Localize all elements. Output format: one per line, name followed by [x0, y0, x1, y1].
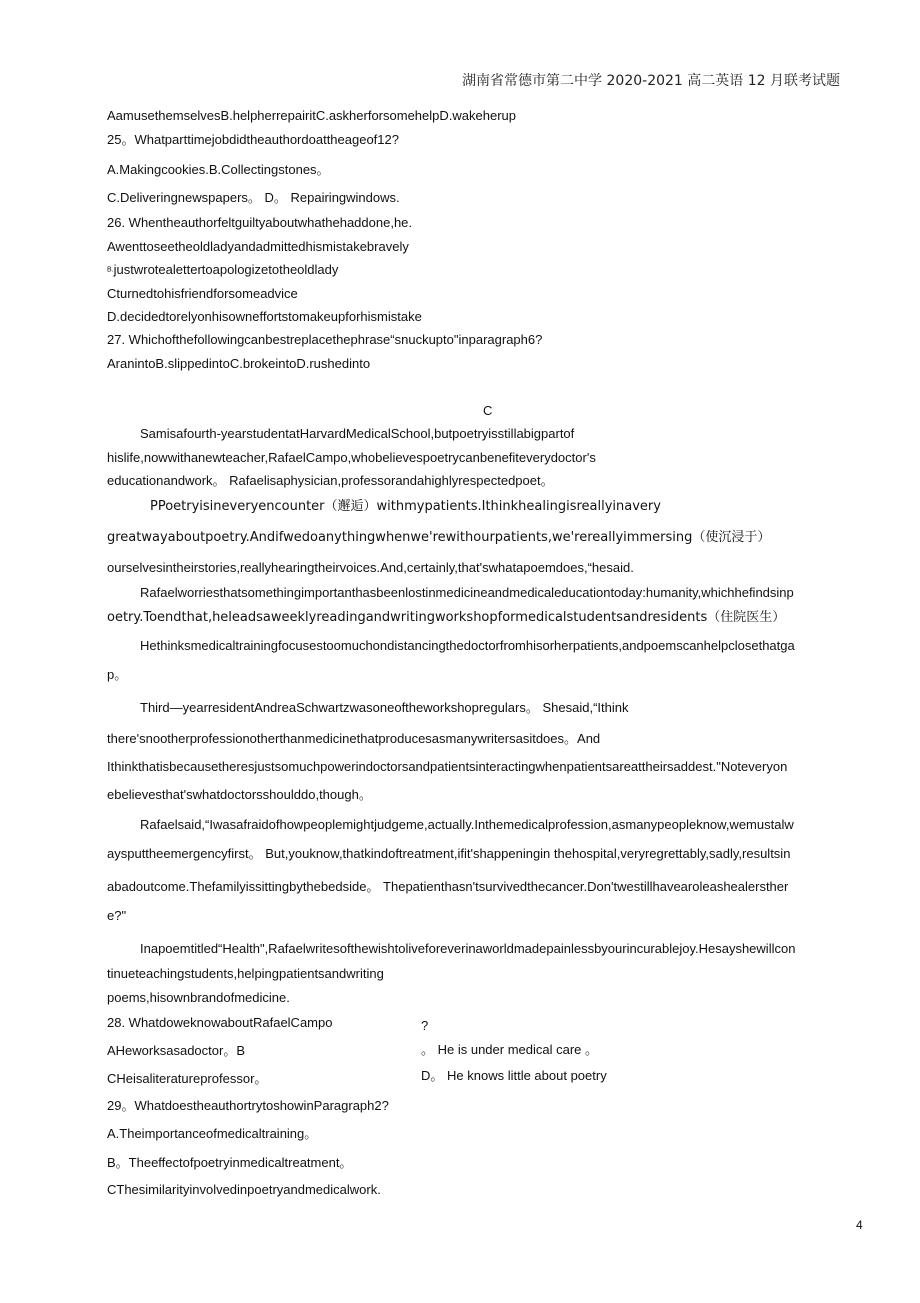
q28-option-c: CHeisaliteratureprofessor。: [107, 1071, 268, 1086]
passage-line: e?": [107, 908, 127, 923]
section-c-title: C: [483, 403, 493, 418]
passage-line: ourselvesintheirstories,reallyhearingtheirvoices.And,certainly,that'swhatapoemdoes,“hesaid.: [107, 560, 634, 575]
passage-line: Hethinksmedicaltrainingfocusestoomuchondistancingthedoctorfromhisorherpatients,andpoemscanhelpclosethatga: [140, 638, 795, 653]
q27-options: AranintoB.slippedintoC.brokeintoD.rushedinto: [107, 356, 371, 371]
q24-options: AamusethemselvesB.helpherrepairitC.askherforsomehelpD.wakeherup: [107, 108, 516, 123]
passage-line: Rafaelworriesthatsomethingimportanthasbeenlostinmedicineandmedicaleducationtoday:humanity,whichhefindsinp: [140, 585, 794, 600]
passage-line: Inapoemtitled“Health",Rafaelwritesofthewishtoliveforeverinaworldmadepainlessbyourincurablejoy.Hesayshewillcon: [140, 941, 796, 956]
passage-line: educationandwork。 Rafaelisaphysician,professorandahighlyrespectedpoet。: [107, 473, 554, 488]
q26-option-b: [107, 262, 338, 279]
q29-option-a: A.Theimportanceofmedicaltraining。: [107, 1126, 318, 1141]
q26-option-c: Cturnedtohisfriendforsomeadvice: [107, 286, 298, 301]
passage-line: Rafaelsaid,“Iwasafraidofhowpeoplemightjudgeme,actually.Inthemedicalprofession,asmanypeopleknow,wemustalw: [140, 817, 794, 832]
q28-option-d: D。 He knows little about poetry: [421, 1068, 607, 1083]
passage-line: hislife,nowwithanewteacher,RafaelCampo,whobelievespoetrycanbenefiteverydoctor's: [107, 450, 596, 465]
passage-line: Ithinkthatisbecausetheresjustsomuchpowerindoctorsandpatientsinteractingwhenpatientsareattheirsaddest."Noteveryon: [107, 759, 788, 774]
q29-option-c: CThesimilarityinvolvedinpoetryandmedicalwork.: [107, 1182, 381, 1197]
passage-line: Samisafourth-yearstudentatHarvardMedicalSchool,butpoetryisstillabigpartof: [140, 426, 575, 441]
passage-line: Third—yearresidentAndreaSchwartzwasoneoftheworkshopregulars。 Shesaid,“Ithink: [140, 700, 629, 715]
q26-question: 26. Whentheauthorfeltguiltyaboutwhathehaddone,he.: [107, 215, 413, 230]
passage-line: aysputtheemergencyfirst。 But,youknow,thatkindoftreatment,ifit'shappeningin thehospital,veryregrettably,sadly,resultsin: [107, 846, 791, 861]
passage-line: PPoetryisineveryencounter（邂逅）withmypatients.Ithinkhealingisreallyinavery: [150, 499, 661, 514]
q28-option-a: AHeworksasadoctor。B: [107, 1043, 245, 1058]
passage-line: poems,hisownbrandofmedicine.: [107, 990, 290, 1005]
q29-question: 29。WhatdoestheauthortrytoshowinParagraph2?: [107, 1098, 389, 1113]
q25-options-2: C.Deliveringnewspapers。 D。 Repairingwindows.: [107, 190, 400, 205]
q26-option-d: D.decidedtorelyonhisowneffortstomakeupforhismistake: [107, 309, 422, 324]
passage-line: p。: [107, 667, 128, 682]
q28-question: 28. WhatdoweknowaboutRafaelCampo: [107, 1015, 333, 1030]
q25-options-1: A.Makingcookies.B.Collectingstones。: [107, 162, 330, 177]
q28-option-b: 。 He is under medical care 。: [421, 1042, 599, 1057]
page-number: 4: [856, 1218, 863, 1232]
page-header: 湖南省常德市第二中学 2020-2021 高二英语 12 月联考试题: [462, 73, 840, 89]
passage-line: abadoutcome.Thefamilyissittingbythebedside。 Thepatienthasn'tsurvivedthecancer.Don'twestillhavearoleashealersther: [107, 879, 789, 894]
q26-option-a: Awenttoseetheoldladyandadmittedhismistakebravely: [107, 239, 409, 254]
q26-option-b-marker: B.: [107, 266, 114, 274]
passage-line: ebelievesthat'swhatdoctorsshoulddo,though。: [107, 787, 372, 802]
passage-line: tinueteachingstudents,helpingpatientsandwriting: [107, 966, 384, 981]
passage-line: oetry.Toendthat,heleadsaweeklyreadingandwritingworkshopformedicalstudentsandresidents（住院医生）: [107, 610, 786, 625]
passage-line: there'snootherprofessionotherthanmedicinethatproducesasmanywritersasitdoes。And: [107, 731, 601, 746]
q27-question: 27. Whichofthefollowingcanbestreplacethephrase“snuckupto"inparagraph6?: [107, 332, 543, 347]
q26-option-b-text: justwrotealettertoapologizetotheoldlady: [113, 262, 339, 277]
passage-line: greatwayaboutpoetry.Andifwedoanythingwhenwe'rewithourpatients,we'rereallyimmersing（使沉浸于）: [107, 530, 771, 545]
q25-question: 25。Whatparttimejobdidtheauthordoattheageof12?: [107, 132, 399, 147]
q28-question-mark: ?: [421, 1018, 429, 1033]
q29-option-b: B。Theeffectofpoetryinmedicaltreatment。: [107, 1155, 353, 1170]
